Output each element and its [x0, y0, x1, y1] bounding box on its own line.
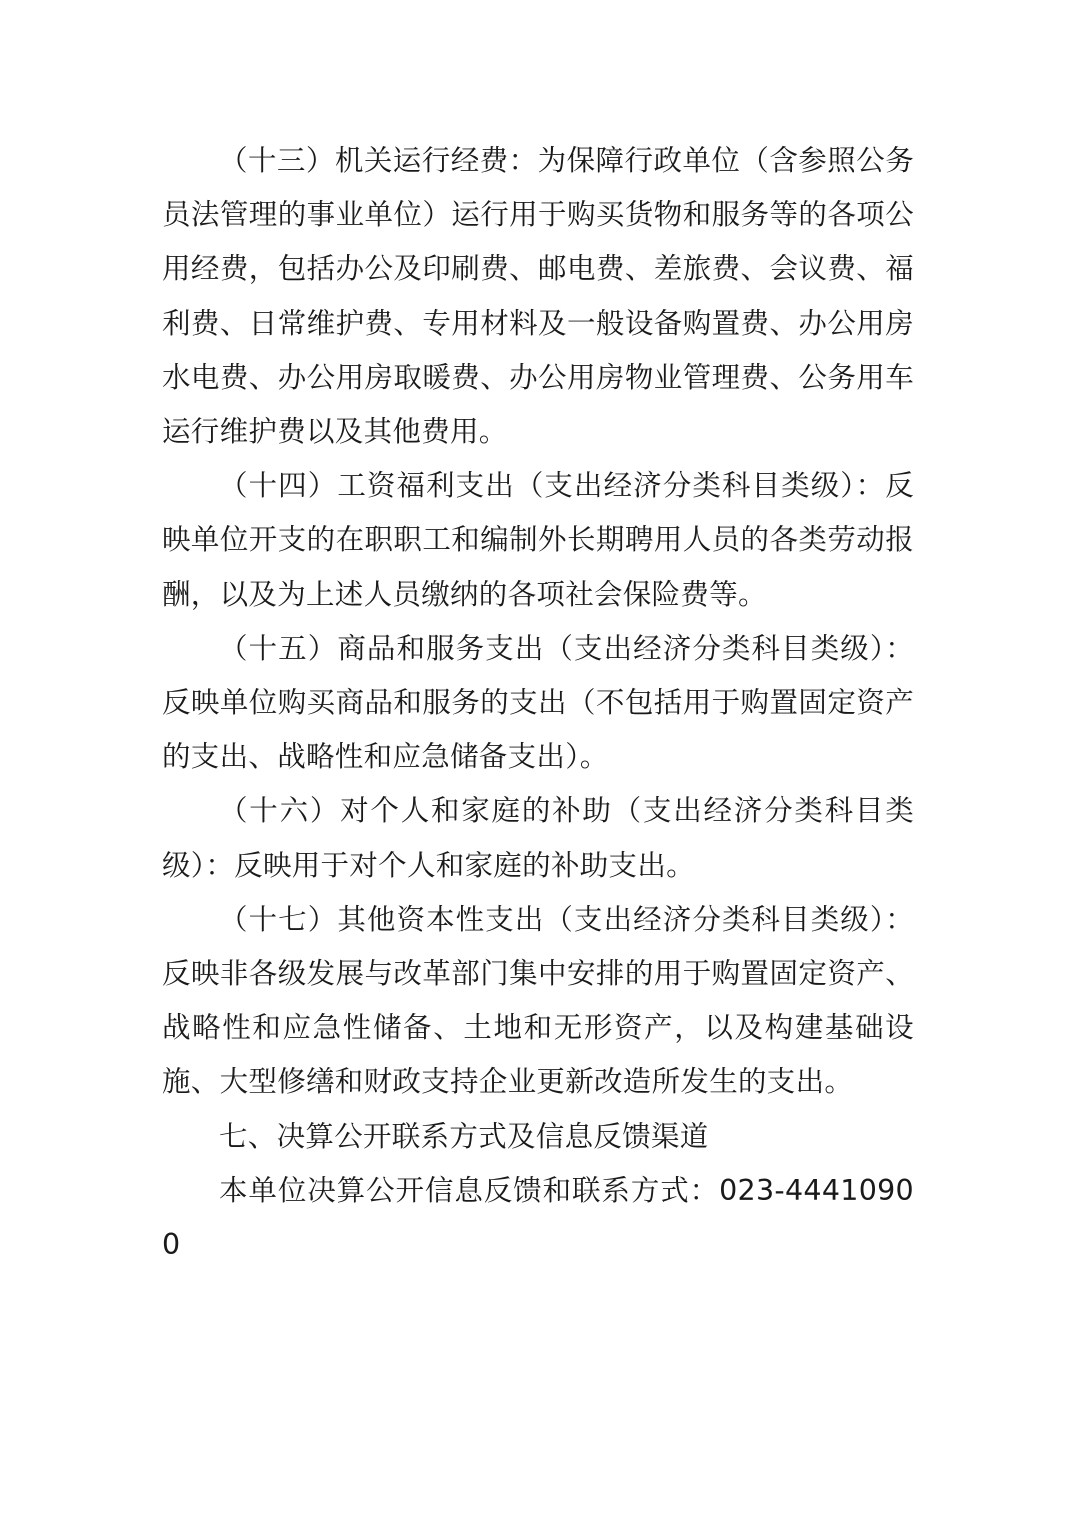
paragraph-item-13: （十三）机关运行经费：为保障行政单位（含参照公务员法管理的事业单位）运行用于购买货物和服务等的各项公用经费，包括办公及印刷费、邮电费、差旅费、会议费、福利费、日常维护费、专用材料及一般设备购置费、办公用房水电费、办公用房取暖费、办公用房物业管理费、公务用车运行维护费以及其他费用。	[162, 144, 914, 449]
document-page	[162, 134, 914, 1272]
contact-info: 本单位决算公开信息反馈和联系方式：023-44410900	[162, 1173, 914, 1262]
paragraph-item-17: （十七）其他资本性支出（支出经济分类科目类级）：反映非各级发展与改革部门集中安排的用于购置固定资产、战略性和应急性储备、土地和无形资产，以及构建基础设施、大型修缮和财政支持企业更新改造所发生的支出。	[162, 902, 914, 1099]
paragraph-item-15: （十五）商品和服务支出（支出经济分类科目类级）：反映单位购买商品和服务的支出（不包括用于购置固定资产的支出、战略性和应急储备支出）。	[162, 631, 914, 774]
paragraph-item-14: （十四）工资福利支出（支出经济分类科目类级）：反映单位开支的在职职工和编制外长期聘用人员的各类劳动报酬，以及为上述人员缴纳的各项社会保险费等。	[162, 469, 914, 611]
paragraph-item-16: （十六）对个人和家庭的补助（支出经济分类科目类级）：反映用于对个人和家庭的补助支出。	[162, 794, 914, 882]
section-heading-contact: 七、决算公开联系方式及信息反馈渠道	[219, 1119, 709, 1153]
